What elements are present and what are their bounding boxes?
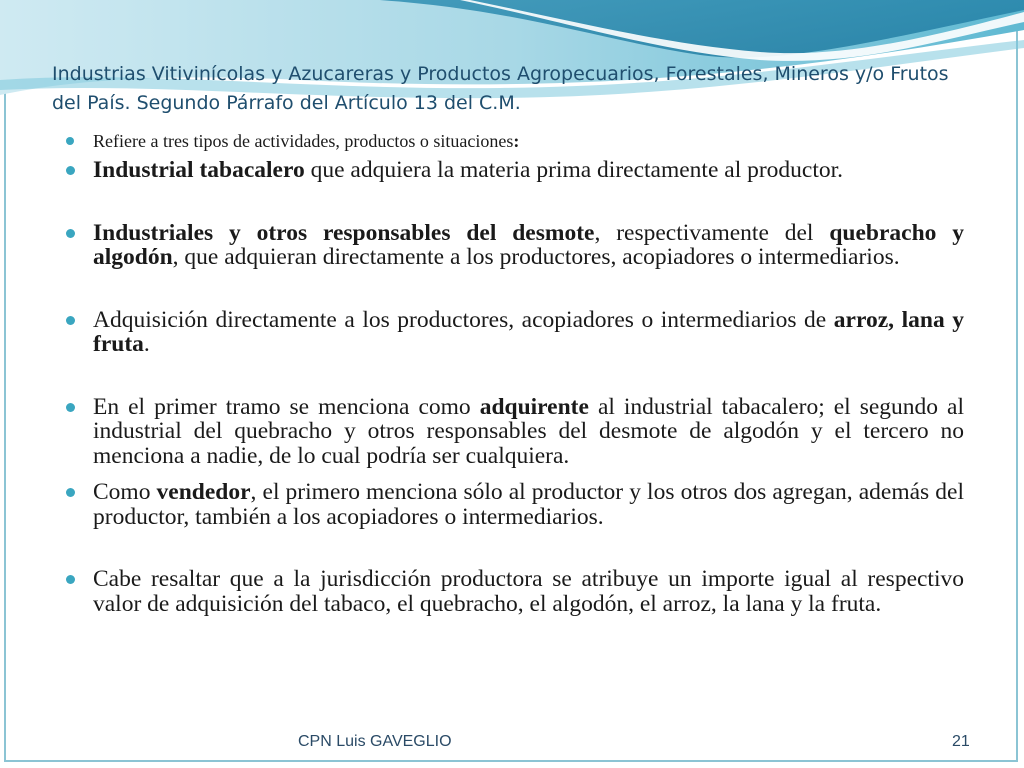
bullet-text-bold: Industriales y otros responsables del desmote — [93, 219, 595, 246]
bullet-icon — [66, 316, 75, 325]
bullet-text: Como — [93, 479, 157, 505]
bullet-text: . — [143, 331, 150, 357]
list-item — [66, 480, 964, 529]
bullet-text-bold: quebracho y algodón — [93, 219, 964, 270]
bullet-text-bold: Industrial tabacalero — [93, 157, 305, 183]
list-item — [66, 567, 964, 616]
bullet-list — [66, 128, 964, 616]
slide-title: Industrias Vitivinícolas y Azucareras y Productos Agropecuarios, Forestales, Mineros y/o Frutos del País. Segundo Párrafo del Artículo 13 del C.M. — [52, 63, 949, 114]
bullet-icon — [66, 137, 74, 145]
bullet-icon — [66, 488, 75, 497]
bullet-text: , el primero menciona sólo al productor y los otros dos agregan, además del productor, también a los acopiadores o intermediarios. — [93, 479, 964, 530]
bullet-text: Refiere a tres tipos de actividades, productos o situaciones — [93, 131, 514, 151]
bullet-text: Cabe resaltar que a la jurisdicción productora se atribuye un importe igual al respectivo valor de adquisición del tabaco, el quebracho, el algodón, el arroz, la lana y la fruta. — [93, 566, 964, 617]
list-item — [66, 395, 964, 469]
bullet-text: En el primer tramo se menciona como — [93, 393, 480, 420]
bullet-text: , respectivamente del — [594, 219, 830, 246]
footer-author: CPN Luis GAVEGLIO — [298, 733, 452, 750]
bullet-icon — [66, 403, 75, 412]
list-item — [66, 308, 964, 357]
list-item — [66, 128, 964, 154]
bullet-text: , que adquieran directamente a los productores, acopiadores o intermediarios. — [172, 244, 900, 270]
list-item — [66, 221, 964, 270]
page-number: 21 — [952, 733, 970, 750]
bullet-text-bold: vendedor — [156, 479, 251, 505]
bullet-icon — [66, 166, 75, 175]
bullet-text-bold: adquirente — [479, 393, 589, 420]
bullet-text-bold: : — [513, 131, 520, 151]
list-item — [66, 158, 964, 183]
bullet-text: Adquisición directamente a los productores, acopiadores o intermediarios de — [93, 306, 834, 333]
bullet-text: al industrial tabacalero; el segundo al industrial del quebracho y otros responsables del desmote de algodón y el tercero no menciona a nadie, de lo cual podría ser cualquiera. — [93, 393, 964, 469]
bullet-icon — [66, 229, 75, 238]
bullet-text-bold: arroz, lana y fruta — [93, 306, 965, 357]
bullet-icon — [66, 575, 75, 584]
bullet-text: que adquiera la materia prima directamente al productor. — [304, 157, 844, 183]
